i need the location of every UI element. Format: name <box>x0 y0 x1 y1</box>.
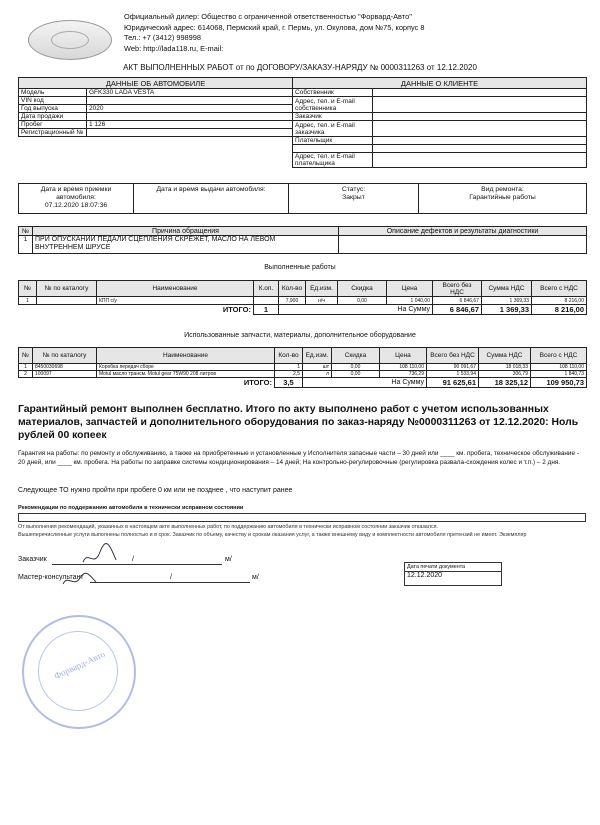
table-row <box>19 297 587 305</box>
works-col: № <box>19 281 37 297</box>
works-cell <box>37 297 97 305</box>
vehicle-label: Пробег <box>19 121 87 129</box>
master-sign-line <box>90 582 250 583</box>
parts-col: № <box>19 348 33 364</box>
recommendations-box <box>18 513 586 522</box>
parts-sum-label: На Сумму <box>303 378 427 388</box>
parts-col: Всего с НДС <box>531 348 587 364</box>
parts-cell: 1 <box>19 364 33 371</box>
parts-cell: 736,29 <box>380 371 427 378</box>
parts-total-label: ИТОГО: <box>243 378 272 388</box>
client-label: Адрес, тел. и E-mail собственника <box>293 97 373 113</box>
works-cell: 7,900 <box>279 297 306 305</box>
repair-type-value: Гарантийные работы <box>469 194 536 201</box>
master-sign-mark: / <box>170 574 172 581</box>
document-title: АКТ ВЫПОЛНЕННЫХ РАБОТ от по ДОГОВОРУ/ЗАКАЗУ-НАРЯДУ № 0000311263 от 12.12.2020 <box>123 63 477 72</box>
parts-total-vat: 18 325,12 <box>479 378 531 388</box>
parts-cell: 1 <box>275 364 303 371</box>
vehicle-value <box>87 129 293 137</box>
parts-cell: 306,79 <box>479 371 531 378</box>
parts-cell: 108 110,00 <box>380 364 427 371</box>
customer-sign-mark: м/ <box>225 556 232 563</box>
reason-col-no: № <box>19 227 33 236</box>
parts-cell: 100097 <box>33 371 97 378</box>
vehicle-heading: ДАННЫЕ ОБ АВТОМОБИЛЕ <box>19 78 293 89</box>
works-cell: н/ч <box>306 297 338 305</box>
parts-cell: 108 110,00 <box>531 364 587 371</box>
status-label: Статус: <box>341 186 366 193</box>
reason-text-line: ВНУТРЕННЕМ ШРУСЕ <box>35 244 111 251</box>
parts-table <box>18 347 587 388</box>
works-total-label: ИТОГО: <box>222 305 251 315</box>
dealer-phone: Тел.: +7 (3412) 998998 <box>124 33 201 42</box>
vehicle-value: GFK330 LADA VESTA <box>87 89 293 97</box>
parts-heading: Использованные запчасти, материалы, дополнительное оборудование <box>184 332 416 339</box>
vehicle-label: Дата продажи <box>19 113 87 121</box>
parts-total-no-vat: 91 625,61 <box>427 378 479 388</box>
dealer-address: Юридический адрес: 614068, Пермский край, г. Пермь, ул. Окулова, дом №75, корпус 8 <box>124 22 425 32</box>
vehicle-client-table <box>18 77 587 168</box>
vehicle-value: 1 126 <box>87 121 293 129</box>
works-heading: Выполненные работы <box>264 264 336 271</box>
parts-cell: 8450030698 <box>33 364 97 371</box>
vehicle-value: 2020 <box>87 105 293 113</box>
parts-col: Ед.изм. <box>303 348 332 364</box>
dates-table <box>18 183 587 214</box>
dealer-web: Web: http://lada118.ru, E-mail: <box>124 43 224 53</box>
works-cell: 6 846,67 <box>433 297 482 305</box>
table-row <box>19 371 587 378</box>
print-date-label: Дата печати документа <box>407 564 466 570</box>
works-col: Наименование <box>97 281 254 297</box>
customer-sign-label: Заказчик <box>18 556 47 563</box>
repair-type-label: Вид ремонта: <box>481 186 524 193</box>
parts-cell: 2 <box>19 371 33 378</box>
received-label: Дата и время приемки автомобиля: <box>40 186 112 201</box>
works-col: Ед.изм. <box>306 281 338 297</box>
parts-cell: л <box>303 371 332 378</box>
next-service-note: Следующее ТО нужно пройти при пробеге 0 км или не позднее , что наступит ранее <box>18 487 293 494</box>
parts-cell: 1 840,73 <box>531 371 587 378</box>
works-col: К.оп. <box>254 281 279 297</box>
parts-col: Цена <box>380 348 427 364</box>
works-cell: 0,00 <box>338 297 387 305</box>
reason-col-diag: Описание дефектов и результаты диагностики <box>339 227 587 236</box>
works-sum-label: На Сумму <box>279 305 433 315</box>
master-signature-scribble <box>60 570 100 590</box>
vehicle-label: Год выпуска <box>19 105 87 113</box>
works-total-no-vat: 6 846,67 <box>433 305 482 315</box>
works-col: Цена <box>387 281 433 297</box>
table-row <box>19 364 587 371</box>
logo-emblem-icon <box>51 31 89 49</box>
works-col: № по каталогу <box>37 281 97 297</box>
issued-label: Дата и время выдачи автомобиля: <box>134 184 289 214</box>
guarantee-terms: Гарантия на работы: по ремонту и обслуживанию, а также на приобретенные и установленные у Исполнителя запасные части – 30 дней или ____ км. пробега, техническое обслуживание - 20 дней, или ____ км. пробега. На работы по заправке системы кондиционирования – 14 дней; На контрольно-регулировочные (регулировка развала-схождения колес и т.п.) – 2 дня. <box>18 450 579 466</box>
works-cell: КПП с/у <box>97 297 254 305</box>
works-col: Всего без НДС <box>433 281 482 297</box>
works-cell: 1 040,00 <box>387 297 433 305</box>
parts-cell: 1 533,94 <box>427 371 479 378</box>
warranty-summary: Гарантийный ремонт выполнен бесплатно. Итого по акту выполнено работ с учетом использованных материалов, запчастей и дополнительного оборудования по заказ-наряду №0000311263 от 12.12.2020: Ноль рублей 00 копеек <box>18 404 579 441</box>
works-table <box>18 280 587 315</box>
parts-cell: шт <box>303 364 332 371</box>
parts-col: Кол-во <box>275 348 303 364</box>
master-sign-mark: м/ <box>252 574 259 581</box>
dealer-header <box>124 12 594 54</box>
parts-col: Сумма НДС <box>479 348 531 364</box>
client-label: Адрес, тел. и E-mail плательщика <box>293 153 373 168</box>
recommendations-heading: Рекомендации по поддержанию автомобиля в технически исправном состоянии <box>18 505 244 511</box>
parts-col: Всего без НДС <box>427 348 479 364</box>
client-label <box>293 145 373 153</box>
print-date-box <box>404 562 502 586</box>
works-col: Скидка <box>338 281 387 297</box>
master-sign-label: Мастер-консультант <box>18 574 84 581</box>
stamp-label: Форвард-Авто <box>52 648 107 682</box>
received-cell <box>19 184 134 214</box>
parts-col: Скидка <box>332 348 380 364</box>
parts-cell: 18 018,33 <box>479 364 531 371</box>
works-total-with-vat: 8 216,00 <box>532 305 587 315</box>
parts-cell: Motul масло трансм. Motul gear 75W90 208 литров <box>97 371 275 378</box>
parts-cell: 0,00 <box>332 371 380 378</box>
works-col: Кол-во <box>279 281 306 297</box>
repair-type-cell <box>419 184 587 214</box>
recommendations-line: Вышеперечисленные услуги выполнены полностью и в срок. Заказчик по объему, качеству и срокам оказания услуг, а также внешнему виду и комплектности автомобиля претензий не имеет. Экземпляр <box>18 532 527 538</box>
works-cell: 1 <box>19 297 37 305</box>
works-col: Всего с НДС <box>532 281 587 297</box>
parts-cell: 2,5 <box>275 371 303 378</box>
parts-cell: Коробка передач сборе <box>97 364 275 371</box>
lada-logo <box>28 20 112 60</box>
parts-cell: 90 091,67 <box>427 364 479 371</box>
works-cell: 1 369,33 <box>482 297 532 305</box>
reason-table <box>18 226 587 254</box>
customer-sign-mark: / <box>132 556 134 563</box>
parts-cell: 0,00 <box>332 364 380 371</box>
reason-row-text <box>33 236 339 254</box>
works-total-kop: 1 <box>254 305 279 315</box>
works-col: Сумма НДС <box>482 281 532 297</box>
vehicle-label: Модель <box>19 89 87 97</box>
parts-total-with-vat: 109 950,73 <box>531 378 587 388</box>
client-heading: ДАННЫЕ О КЛИЕНТЕ <box>293 78 587 89</box>
recommendations-line: От выполнения рекомендаций, указанных в настоящем акте выполненных работ, по поддержанию автомобиля в технически исправном состоянии заказчик отказался. <box>18 524 439 530</box>
status-cell <box>289 184 419 214</box>
vehicle-label: Регистрационный № <box>19 129 87 137</box>
client-label: Плательщик <box>293 137 373 145</box>
vehicle-label: VIN код <box>19 97 87 105</box>
print-date-value: 12.12.2020 <box>405 571 501 579</box>
client-label: Адрес, тел. и E-mail заказчика <box>293 121 373 137</box>
works-cell: 8 216,00 <box>532 297 587 305</box>
received-value: 07.12.2020 18:07:36 <box>44 202 108 209</box>
customer-signature-scribble <box>78 540 128 570</box>
works-total-vat: 1 369,33 <box>482 305 532 315</box>
works-cell <box>254 297 279 305</box>
client-label: Собственник <box>293 89 373 97</box>
reason-text-line: ПРИ ОПУСКАНИИ ПЕДАЛИ СЦЕПЛЕНИЯ СКРЕЖЕТ, МАСЛО НА ЛЕВОМ <box>35 236 276 243</box>
parts-col: Наименование <box>97 348 275 364</box>
status-value: Закрыт <box>342 194 365 201</box>
vehicle-value <box>87 113 293 121</box>
client-label: Заказчик <box>293 113 373 121</box>
reason-col-reason: Причина обращения <box>33 227 339 236</box>
dealer-name: Официальный дилер: Общество с ограниченной ответственностью "Форвард-Авто" <box>124 12 412 21</box>
reason-row-no: 1 <box>19 236 33 254</box>
vehicle-value <box>87 97 293 105</box>
parts-col: № по каталогу <box>33 348 97 364</box>
parts-total-qty: 3,5 <box>275 378 303 388</box>
